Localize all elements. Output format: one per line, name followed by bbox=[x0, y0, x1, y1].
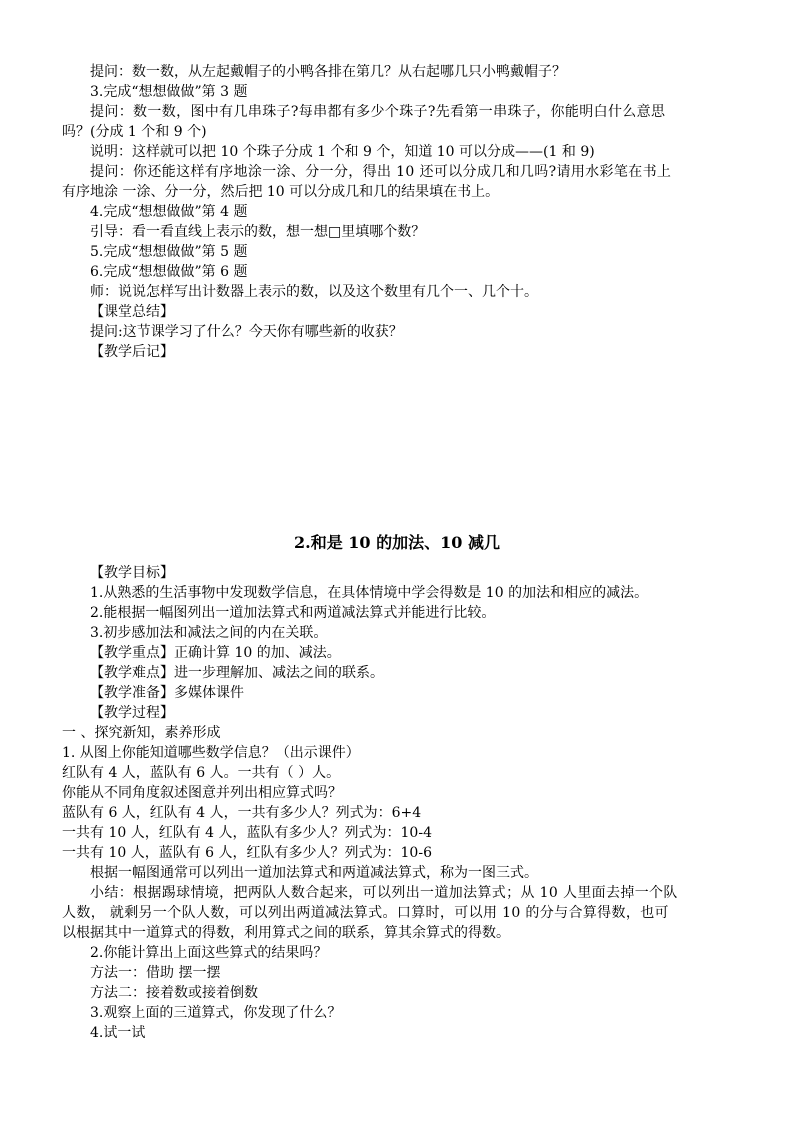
step-2-question: 2.你能计算出上面这些算式的结果吗？ bbox=[90, 945, 328, 961]
class-summary-heading: 【课堂总结】 bbox=[90, 304, 174, 320]
step-3-question: 3.观察上面的三道算式，你发现了什么？ bbox=[90, 1005, 342, 1021]
goal-1: 1.从熟悉的生活事物中发现数学信息，在具体情境中学会得数是 10 的加法和相应的减法。 bbox=[90, 585, 649, 601]
exercise-3-heading: 3.完成“想想做做”第 3 题 bbox=[90, 84, 248, 100]
question-ordered-coloring: 提问：你还能这样有序地涂一涂、分一分，得出 10 还可以分成几和几吗?请用水彩笔在书上 bbox=[90, 164, 672, 180]
teaching-goals-heading: 【教学目标】 bbox=[90, 565, 174, 581]
question-beads: 提问：数一数，图中有几串珠子?每串都有多少个珠子?先看第一串珠子，你能明白什么意思 bbox=[90, 104, 666, 120]
teaching-notes-heading: 【教学后记】 bbox=[90, 344, 174, 360]
exercise-5-heading: 5.完成“想想做做”第 5 题 bbox=[90, 244, 248, 260]
guide-number-line: 引导：看一看直线上表示的数，想一想□里填哪个数？ bbox=[90, 224, 426, 240]
explanation-beads: 说明：这样就可以把 10 个珠子分成 1 个和 9 个，知道 10 可以分成——(1 和 9) bbox=[90, 144, 595, 160]
question-duck-hats: 提问：数一数，从左起戴帽子的小鸭各排在第几？从右起哪几只小鸭戴帽子？ bbox=[90, 64, 566, 80]
step-1-question: 1. 从图上你能知道哪些数学信息？（出示课件） bbox=[62, 745, 360, 761]
summary-paragraph-line-1: 小结：根据踢球情境，把两队人数合起来，可以列出一道加法算式；从 10 人里面去掉一个队 bbox=[90, 885, 678, 901]
team-info: 红队有 4 人，蓝队有 6 人。一共有（ ）人。 bbox=[62, 765, 341, 781]
lesson-title: 2.和是 10 的加法、10 减几 bbox=[294, 533, 500, 552]
question-ordered-coloring-continued: 有序地涂 一涂、分一分，然后把 10 可以分成几和几的结果填在书上。 bbox=[62, 184, 500, 200]
exercise-6-heading: 6.完成“想想做做”第 6 题 bbox=[90, 264, 248, 280]
question-beads-continued: 吗？(分成 1 个和 9 个) bbox=[62, 124, 207, 140]
angle-question: 你能从不同角度叙述图意并列出相应算式吗？ bbox=[62, 785, 342, 801]
summary-paragraph-line-3: 以根据其中一道算式的得数，利用算式之间的联系，算其余算式的得数。 bbox=[62, 925, 510, 941]
difficult-point: 【教学难点】进一步理解加、减法之间的联系。 bbox=[90, 665, 384, 681]
summary-paragraph-line-2: 人数， 就剩另一个队人数，可以列出两道减法算式。口算时，可以用 10 的分与合算得数，也可 bbox=[62, 905, 669, 921]
exercise-4-heading: 4.完成“想想做做”第 4 题 bbox=[90, 204, 248, 220]
equation-subtraction-1: 一共有 10 人，红队有 4 人，蓝队有多少人？列式为：10-4 bbox=[62, 825, 432, 841]
step-4-try: 4.试一试 bbox=[90, 1025, 146, 1041]
part-one-heading: 一 、探究新知，素养形成 bbox=[62, 725, 221, 741]
summary-question: 提问:这节课学习了什么？今天你有哪些新的收获？ bbox=[90, 324, 403, 340]
teaching-preparation: 【教学准备】多媒体课件 bbox=[90, 685, 244, 701]
goal-3: 3.初步感加法和减法之间的内在关联。 bbox=[90, 625, 328, 641]
method-two: 方法二：接着数或接着倒数 bbox=[90, 985, 258, 1001]
key-point: 【教学重点】正确计算 10 的加、减法。 bbox=[90, 645, 341, 661]
one-picture-three-equations: 根据一幅图通常可以列出一道加法算式和两道减法算式，称为一图三式。 bbox=[90, 865, 538, 881]
teacher-counter-prompt: 师：说说怎样写出计数器上表示的数，以及这个数里有几个一、几个十。 bbox=[90, 284, 538, 300]
goal-2: 2.能根据一幅图列出一道加法算式和两道减法算式并能进行比较。 bbox=[90, 605, 496, 621]
equation-addition: 蓝队有 6 人，红队有 4 人，一共有多少人？列式为：6+4 bbox=[62, 805, 422, 821]
teaching-process-heading: 【教学过程】 bbox=[90, 705, 174, 721]
method-one: 方法一：借助 摆一摆 bbox=[90, 965, 221, 981]
equation-subtraction-2: 一共有 10 人，蓝队有 6 人，红队有多少人？列式为：10-6 bbox=[62, 845, 432, 861]
